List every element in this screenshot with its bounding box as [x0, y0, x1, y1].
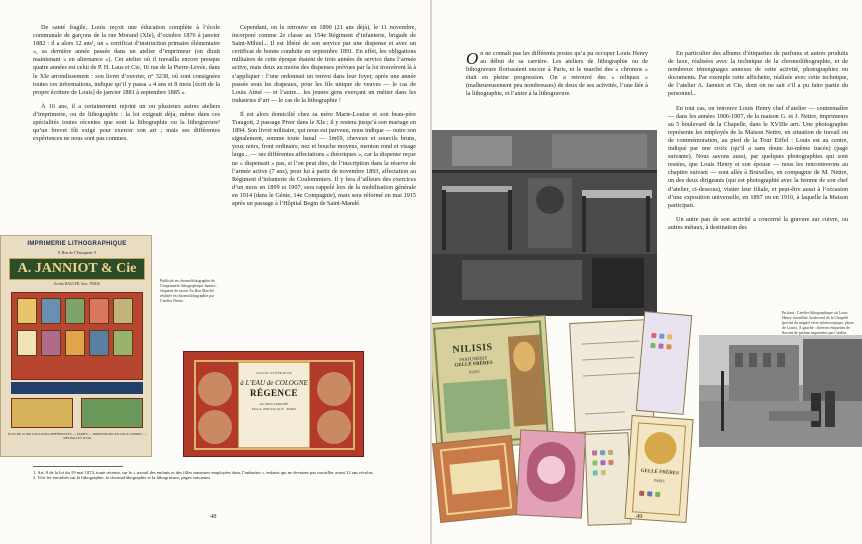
paragraph-text: n ne connaît pas les différents postes qu’a pu occuper Louis Henry au début de sa carrière. Les ateliers de lithographie ou de lithogravure florissaient encore à Paris, et le marché des « chromos » était en pleine progression. On a retrouvé des « reliques » (malheureusement peu nombreuses) de deux de ses activités, l’une liée à la lithographie, et l’autre à la lithogravure. — [466, 50, 648, 98]
poster-tile — [89, 330, 109, 356]
label-ornament — [317, 410, 351, 444]
left-column-1 — [33, 24, 220, 224]
photo-caption: En haut : l’atelier lithographique où Louis Henry travaillait, boulevard de la Chapelle (positif du négatif verre stéréoscopique, photo de Louis). À gauche : diverses étiquettes de flacons de parfum imprimées par l’atelier — [782, 311, 854, 335]
page-number: 48 — [210, 513, 217, 520]
poster-caption: Publicité en chromolithographie de l’imprimerie lithographique Janniot : étiquette de savon Au Bon Marché réalisée en chromolithographie par l’atelier Nettre. — [160, 279, 218, 303]
label-line: AU BON MARCHÉ — [259, 402, 289, 406]
paragraph — [466, 50, 648, 99]
poster-tile — [17, 330, 37, 356]
left-column-2 — [232, 24, 416, 344]
footnote-rule — [33, 466, 123, 467]
label-maker-prefix: PARFUMERIE — [459, 355, 488, 363]
poster-tile — [17, 298, 37, 324]
paragraph: Cependant, on le retrouve en 1890 (21 ans déjà), le 11 novembre, incorporé comme 2e classe au 154e Régiment d’infanterie, brigade de Saint-Mihiel... Il est libéré de son service par une dispense et avec un certificat de bonne conduite en septembre 1891. En effet, les obligations militaires de cette époque étaient de trois années de service dans l’armée active, mais deux au moins des dispenses prévues par la loi trouvèrent là à s’appliquer : l’une ordonnait un renvoi dans leur foyer, après une année passée sous les drapeaux, pour les fils unique de veuves — le cas de Louis Aimé — et l’autre... les jeunes gens exerçant un métier dans les industries d’art — le cas de la lithographie ! — [232, 24, 416, 104]
label-ornament — [198, 410, 232, 444]
poster-tile — [113, 298, 133, 324]
right-column-2 — [668, 50, 848, 305]
poster-bottom-text: PLUS DE 10 000 COULEURS DIFFÉRENTES — TARIFS — IMPRESSIONS EN TOUS GENRES — MÉDAILLES D’OR — [7, 432, 147, 441]
label-city: PARIS — [468, 368, 480, 375]
paragraph: Il est alors domicilié chez sa mère Marie-Louise et son beau-père Traugott, 2 passage Piver dans le XIe ; il y restera jusqu’à son mariage en 1894. Son livret militaire, qui nous est parvenu, nous indique — outre son signalement, somme toute banal — 1m69, cheveux et sourcils bruns, yeux noirs, front ordinaire, nez et bouche moyens, menton rond et visage large... — ses différentes affectations « théoriques », car la dispense reçue ne « dispensait » pas, si l’on peut dire, de l’inscription dans la réserve de l’armée active (7 ans), pour lui à partir de novembre 1893, affectation au Régiment d’infanterie de Coulommiers. Il y fera d’ailleurs des exercices d’un mois en 1899 et 1907, sera rappelé lors de la mobilisation générale en 1914 (dans le Génie, 14e Compagnie), mais sera réformé en mai 1915 après un passage à l’Hôpital Begin de Saint-Mandé. — [232, 110, 416, 207]
poster-tile — [89, 298, 109, 324]
swatch-card — [636, 311, 693, 415]
paragraph: À 16 ans, il a certainement rejoint un ou plusieurs autres ateliers d’imprimerie, ou de lithographie : la loi exigeait déjà, même dans ces spécialités toutes récentes que sont la lithographie ou la lithogravure² qu’un brevet fût exigé pour exercer son art ; mais ses différentes expériences ne nous sont pas connues. — [33, 102, 220, 143]
paragraph: Un autre pan de son activité a concerné la gravure sur cuivre, ou autres métaux, à destination des — [668, 215, 848, 231]
perfume-label — [516, 429, 586, 518]
label-center-panel — [238, 362, 310, 448]
left-page — [0, 0, 430, 544]
paragraph: En tout cas, on retrouve Louis Henry chef d’atelier — contremaître — dans les années 1906-1907, de la maison G. et J. Nettre, imprimeurs au 5 boulevard de la Chapelle, dans le XVIIIe arrt. Une photographie représente les employés de la Maison Nettre, en situation de travail ou de commémoration, au pied de la Tour Eiffel : Louis est au centre, indiqué par une croix (qu’il a sans doute lui-même tracée) (page suivante). Nous savons aussi, par quelques photographies qui sont restées, que Louis Henry et son épouse — nous les rencontrerons au chapitre suivant — sont allés à Bruxelles, en compagnie de M. Nettre, un des deux dirigeants (qui est photographié avec la femme de son chef d’atelier, ci-dessous), visiter leur filiale, et peut-être aussi à l’occasion d’une exposition universelle, en 1897 ou en 1910, à laquelle la Maison participait. — [668, 104, 848, 209]
right-column-1 — [466, 50, 648, 130]
poster-header: IMPRIMERIE LITHOGRAPHIQUE — [27, 241, 127, 247]
brussels-street-photo — [699, 335, 862, 447]
page-number: 49 — [636, 513, 643, 520]
drop-cap: O — [466, 50, 479, 68]
gelle-freres-label — [624, 415, 693, 523]
poster-tile — [41, 330, 61, 356]
label-brand: RÉGENCE — [249, 388, 298, 398]
poster-address: 9. Rue de l’Estrapade. 9 — [57, 250, 97, 255]
label-city: PARIS — [653, 477, 665, 484]
poster-tile — [65, 330, 85, 356]
label-brand: GELLÉ FRÈRES — [640, 468, 679, 477]
label-maker: GELLÉ FRÈRES — [454, 360, 493, 369]
poster-lower-right-panel — [81, 398, 143, 428]
cologne-label-image — [183, 351, 364, 457]
paragraph: En particulier des albums d’étiquettes de parfums et autres produits de luxe, réalisées avec la technique de la chromolithographie, et de nombreux témoignages annexes de cette activité, photographies ou documents. Par exemple cette affichette, réalisée avec cette technique, de l’atelier A. Janniot et Cie, dont on ne sait s’il a pu faire partie du personnel... — [668, 50, 848, 98]
paragraph: De santé fragile, Louis reçoit une éducation complète à l’école communale de garçons de la rue Morand (XIe), d’octobre 1876 à janvier 1882 : il a alors 12 ans¹, un « certificat d’instruction primaire élémentaire », sa dernière année passée dans un atelier d’imprimeur (on dirait maintenant « en alternance »). Cet atelier où il travailla encore presque quatre années est celui de P. H. Laus et Cie, 16 rue de la Pierre-Levée, dans le XIe arrondissement : son livret d’ouvrier, n° 3238, où sont consignées toutes ces informations, indique qu’il y passa « 4 ans et 8 mois [écrit de la propre écriture de Louis] de janvier 1881 à septembre 1885 ». — [33, 24, 220, 96]
perfume-label — [432, 435, 520, 523]
footnotes — [33, 466, 415, 481]
right-page — [432, 0, 862, 544]
poster-lower-left-panel — [11, 398, 73, 428]
poster-successors: Ecoles HAULER. Succ. PARIS — [54, 282, 100, 286]
footnote: 2. Voir les encadrés sur la lithographie, la chromolithographie et la lithogravure, pages suivantes. — [33, 475, 212, 481]
label-ornament — [317, 372, 351, 406]
footnote: 1. Art. 9 de la loi du 19 mai 1874, toute récente, sur le « travail des enfants et des filles mineures employées dans l’industrie », enfants qui ne devaient pas travailler avant 12 ans révolus. — [33, 469, 374, 475]
workshop-photo — [432, 130, 657, 316]
poster-banner — [11, 382, 143, 394]
janniot-poster-image — [0, 235, 152, 457]
poster-tile — [41, 298, 61, 324]
label-line: à L’EAU de COLOGNE — [240, 379, 308, 387]
poster-tile — [113, 330, 133, 356]
poster-company-name: A. JANNIOT & Cie — [9, 258, 145, 280]
label-line: SAVON SUPÉRIEUR — [255, 371, 293, 375]
label-line: Mon A. BOUCICAUT · PARIS — [251, 407, 297, 411]
label-brand: NILISIS — [452, 341, 493, 356]
label-ornament — [198, 372, 232, 406]
perfume-labels-collage — [432, 313, 688, 525]
poster-tile — [65, 298, 85, 324]
